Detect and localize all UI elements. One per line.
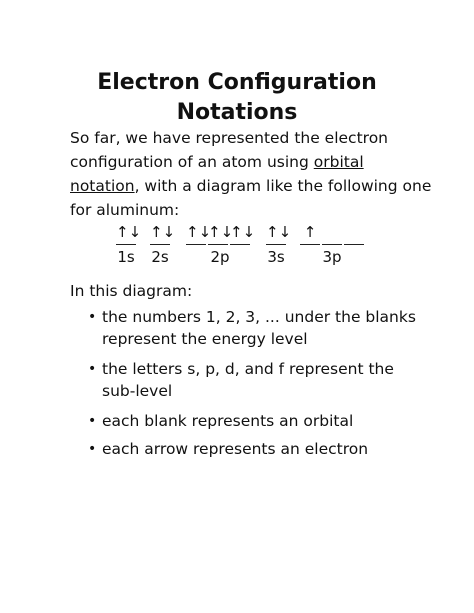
bullet-2-line-1: the letters s, p, d, and f represent the <box>102 360 394 378</box>
page-title-line-1: Electron Configuration <box>97 70 377 95</box>
orbital-blank-3p-3 <box>344 222 364 245</box>
orbital-underlined-term: orbital <box>313 153 364 171</box>
bullet-icon: • <box>88 309 97 325</box>
orbital-blank-3p-2 <box>322 222 342 245</box>
orbital-blank-2s: ↑↓ <box>150 222 170 245</box>
intro-line-3 <box>70 174 450 198</box>
sublevel-label-2p: 2p <box>210 248 230 266</box>
list-item <box>88 306 416 350</box>
bullet-icon: • <box>88 441 97 457</box>
sublevel-label-3p: 3p <box>322 248 342 266</box>
intro-line-2-text: configuration of an atom using <box>70 153 314 171</box>
orbital-blank-2p-1: ↑↓ <box>186 222 206 245</box>
bullet-1-line-2: represent the energy level <box>102 330 308 348</box>
orbital-diagram <box>114 222 374 268</box>
list-item <box>88 410 353 432</box>
page-title-line-2: Notations <box>176 100 298 125</box>
bullet-2-line-2: sub-level <box>102 382 173 400</box>
bullet-3-line-1: each blank represents an orbital <box>102 412 354 430</box>
orbital-blank-2p-3: ↑↓ <box>230 222 250 245</box>
notation-underlined-term: notation <box>70 177 135 195</box>
intro-paragraph <box>70 126 450 222</box>
orbital-blank-1s: ↑↓ <box>116 222 136 245</box>
sublevel-label-2s: 2s <box>151 248 169 266</box>
sublevel-label-3s: 3s <box>267 248 285 266</box>
list-item <box>88 358 394 402</box>
orbital-blank-3p-1: ↑ <box>300 222 320 245</box>
intro-line-4: for aluminum: <box>70 201 180 219</box>
orbital-blank-3s: ↑↓ <box>266 222 286 245</box>
list-item <box>88 438 368 460</box>
bullet-1-line-1: the numbers 1, 2, 3, ... under the blanks <box>102 308 416 326</box>
bullet-4-line-1: each arrow represents an electron <box>102 440 369 458</box>
sublevel-label-1s: 1s <box>117 248 135 266</box>
intro-line-3-text: , with a diagram like the following one <box>134 177 432 195</box>
bullet-icon: • <box>88 413 97 429</box>
bullet-icon: • <box>88 361 97 377</box>
diagram-intro: In this diagram: <box>70 282 193 300</box>
intro-line-1: So far, we have represented the electron <box>70 129 388 147</box>
intro-line-2 <box>70 150 450 174</box>
orbital-blank-2p-2: ↑↓ <box>208 222 228 245</box>
